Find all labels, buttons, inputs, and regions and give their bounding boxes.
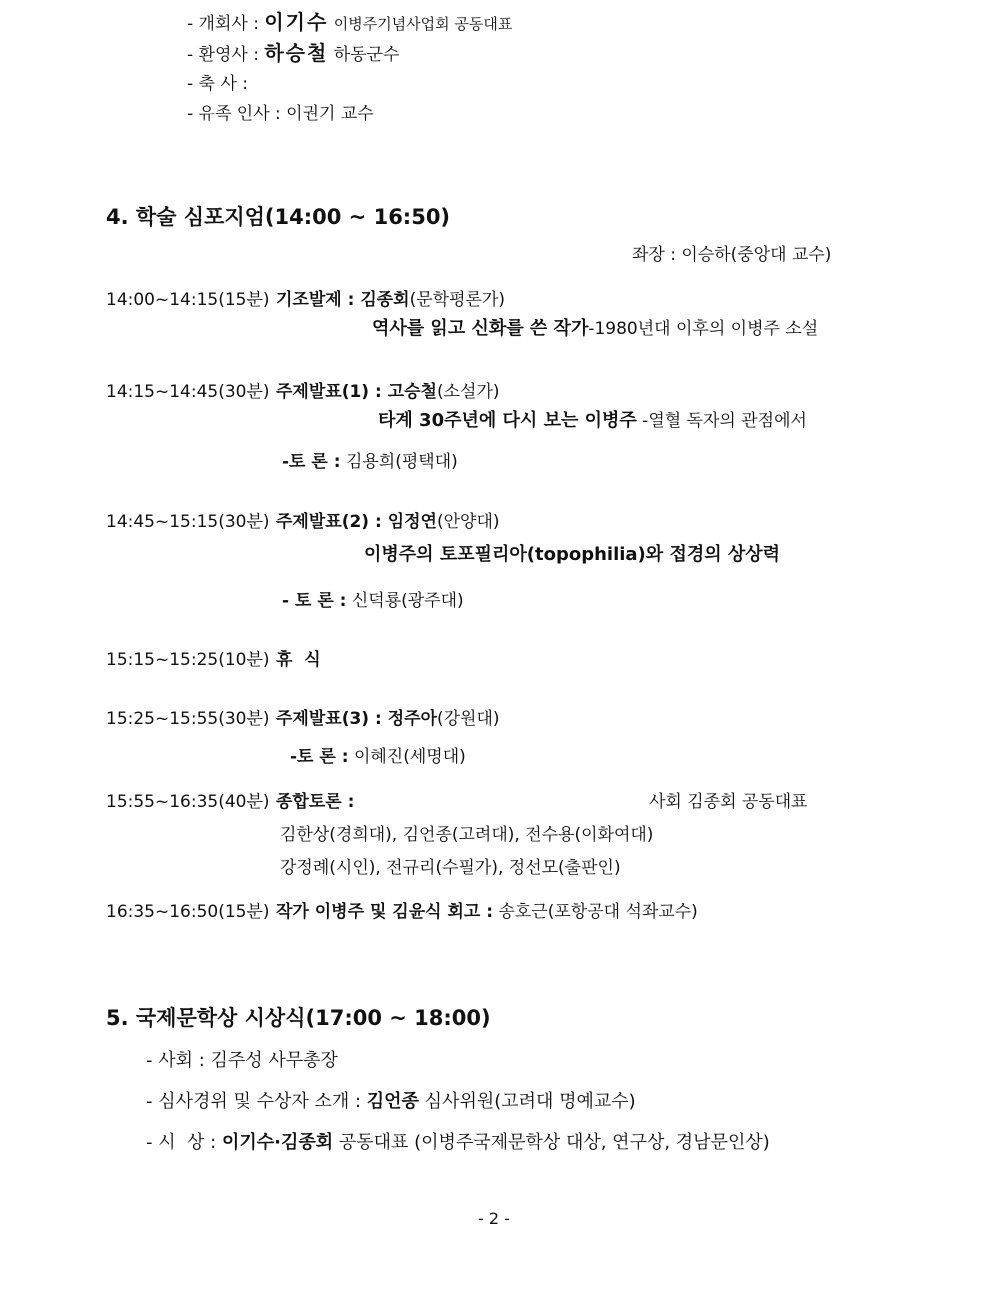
award-present-detail: 공동대표 (이병주국제문학상 대상, 연구상, 경남문인상)	[333, 1132, 770, 1153]
page-number: - 2 -	[478, 1209, 510, 1228]
schedule-time: 16:35~16:50(15분)	[106, 902, 270, 922]
keynote-title-main: 역사를 읽고 신화를 쓴 작가	[372, 318, 589, 339]
presentation1-title-sub: -열혈 독자의 관점에서	[636, 411, 807, 431]
award-present-line	[146, 1128, 770, 1154]
award-review-label: - 심사경위 및 수상자 소개 :	[146, 1091, 367, 1112]
discussant3-name: 이혜진(세명대)	[348, 747, 466, 767]
presentation1-title	[378, 406, 807, 432]
keynote-line	[276, 285, 505, 310]
keynote-title-sub: -1980년대 이후의 이병주 소설	[588, 319, 819, 339]
keynote-label: 기조발제 : 김종회	[276, 290, 410, 310]
presentation1-label: 주제발표(1) : 고승철	[276, 382, 437, 402]
opening-role: 이병주기념사업회 공동대표	[333, 15, 513, 33]
presentation1-affil: (소설가)	[436, 382, 500, 402]
schedule-time: 15:55~16:35(40분)	[106, 792, 270, 812]
award-review-line	[146, 1087, 636, 1113]
schedule-time: 14:45~15:15(30분)	[106, 512, 270, 532]
opening-label: - 개회사 :	[187, 14, 265, 34]
award-present-names: 이기수·김종회	[221, 1132, 334, 1153]
break-label: 휴 식	[276, 650, 321, 670]
welcome-line	[187, 37, 399, 66]
schedule-time: 15:25~15:55(30분)	[106, 709, 270, 729]
discussant3-label: -토 론 :	[290, 747, 349, 767]
discussant2-name: 신덕룡(광주대)	[346, 591, 464, 611]
award-mc-line: - 사회 : 김주성 사무총장	[146, 1050, 338, 1071]
presentation1-line	[276, 377, 500, 402]
discussant2-label: - 토 론 :	[282, 591, 347, 611]
discussant1-label: -토 론 :	[282, 452, 341, 472]
welcome-label: - 환영사 :	[187, 45, 265, 65]
schedule-time: 14:15~14:45(30분)	[106, 382, 270, 402]
discussant3-line	[290, 742, 466, 767]
section4-title: 4. 학술 심포지엄(14:00 ~ 16:50)	[106, 205, 451, 229]
schedule-time: 14:00~14:15(15분)	[106, 290, 270, 310]
family-line: - 유족 인사 : 이권기 교수	[187, 104, 374, 124]
welcome-name: 하승철	[264, 41, 329, 65]
presentation2-line	[276, 507, 500, 532]
panel-members-2: 강정례(시인), 전규리(수필가), 정선모(출판인)	[280, 858, 621, 878]
presentation2-affil: (안양대)	[436, 512, 500, 532]
presentation2-label: 주제발표(2) : 임정연	[276, 512, 437, 532]
opening-name: 이기수	[264, 10, 329, 34]
discussant1-line	[282, 447, 458, 472]
panel-label: 종합토론 :	[276, 792, 355, 812]
award-present-label: - 시 상 :	[146, 1132, 222, 1153]
keynote-affil: (문학평론가)	[409, 290, 505, 310]
presentation3-label: 주제발표(3) : 정주아	[276, 709, 437, 729]
memoir-label: 작가 이병주 및 김윤식 회고 :	[276, 902, 494, 922]
memoir-line	[276, 897, 698, 922]
schedule-time: 15:15~15:25(10분)	[106, 650, 270, 670]
presentation1-title-main: 타계 30주년에 다시 보는 이병주	[378, 410, 637, 431]
welcome-role: 하동군수	[333, 45, 400, 65]
congrat-line: - 축 사 :	[187, 74, 248, 94]
discussant1-name: 김용희(평택대)	[340, 452, 458, 472]
keynote-title	[372, 314, 818, 340]
opening-line-1	[187, 6, 512, 35]
memoir-speaker: 송호근(포항공대 석좌교수)	[493, 902, 698, 922]
presentation3-affil: (강원대)	[436, 709, 500, 729]
panel-members-1: 김한상(경희대), 김언종(고려대), 전수용(이화여대)	[280, 825, 654, 845]
presentation3-line	[276, 704, 500, 729]
award-review-role: 심사위원(고려대 명예교수)	[418, 1091, 636, 1112]
discussant2-line	[282, 586, 464, 611]
chair-line: 좌장 : 이승하(중앙대 교수)	[632, 245, 832, 265]
award-review-name: 김언종	[366, 1091, 419, 1112]
panel-moderator: 사회 김종회 공동대표	[649, 792, 808, 812]
presentation2-title: 이병주의 토포필리아(topophilia)와 접경의 상상력	[364, 544, 781, 565]
section5-title: 5. 국제문학상 시상식(17:00 ~ 18:00)	[106, 1006, 491, 1030]
